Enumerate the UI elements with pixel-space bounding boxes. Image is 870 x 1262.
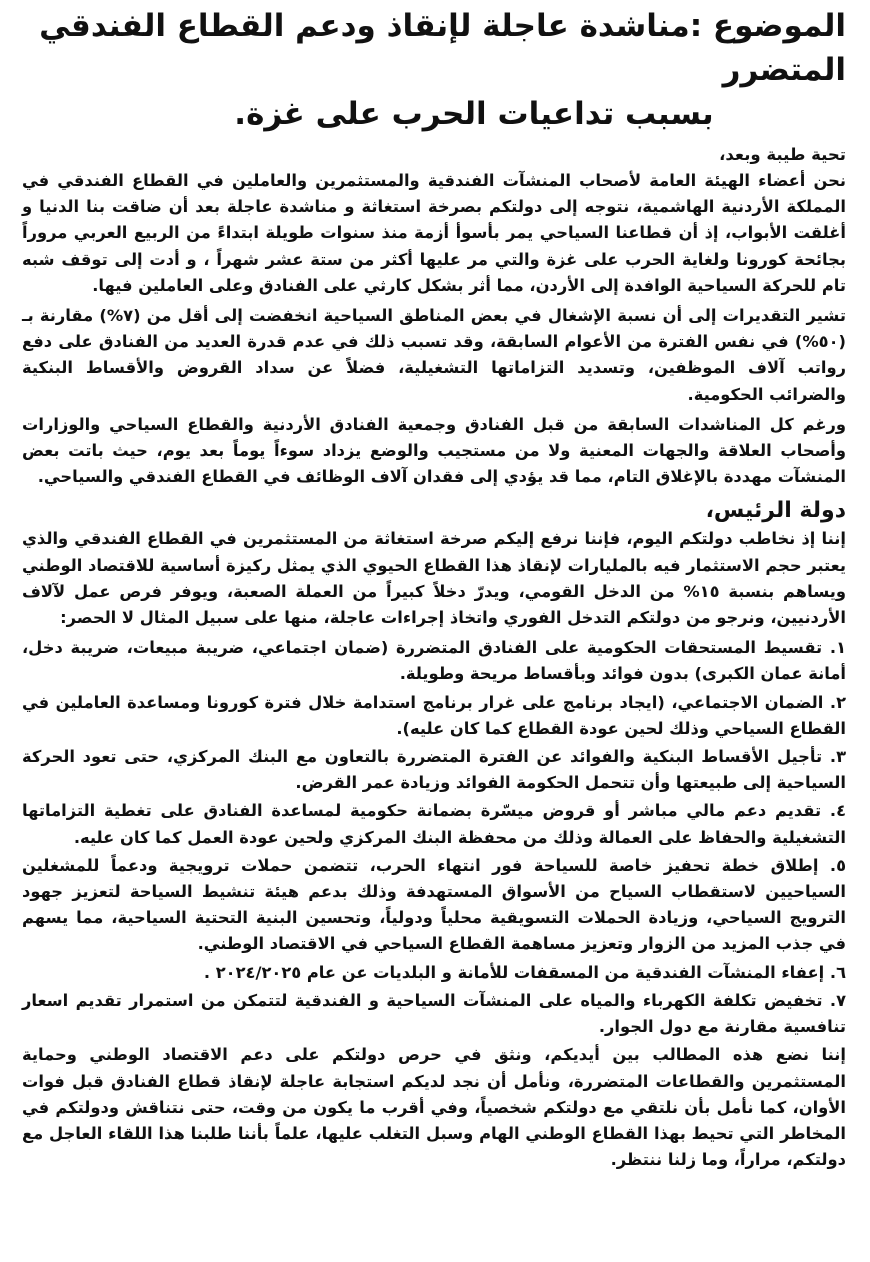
demand-item: ١. تقسيط المستحقات الحكومية على الفنادق المتضررة (ضمان اجتماعي، ضريبة مبيعات، ضريبة دخل، أمانة عمان الكبرى) بدون فوائد وبأقساط مريحة وطويلة. xyxy=(22,638,846,684)
demand-item: ٧. تخفيض تكلفة الكهرباء والمياه على المنشآت السياحية و الفندقية لتتمكن من استمرار تقديم اسعار تنافسية مقارنة مع دول الجوار. xyxy=(22,990,846,1037)
greeting: تحية طيبة وبعد، xyxy=(719,145,846,164)
demands-list xyxy=(22,635,846,1040)
demand-item: ٥. إطلاق خطة تحفيز خاصة للسياحة فور انتهاء الحرب، تتضمن حملات ترويجية ودعماً للمشغلين السياحيين لاستقطاب السياح من الأسواق المستهدفة وذلك بدعم هيئة تنشيط السياحة لتعزيز جهود الترويج السياحي، وزيادة الحملات التسويقية محلياً ودولياً، وتحسين البنية التحتية السياحية، مما يسهم في جذب المزيد من الزوار وتعزيز مساهمة القطاع السياحي في الاقتصاد الوطني. xyxy=(22,855,846,954)
closing-paragraph: إننا نضع هذه المطالب بين أيديكم، ونثق في حرص دولتكم على دعم الاقتصاد الوطني وحماية المستثمرين والقطاعات المتضررة، ونأمل أن نجد لديكم استجابة عاجلة لإنقاذ قطاع الفنادق قبل فوات الأوان، كما نأمل بأن نلتقي مع دولتكم شخصياً، وفي أقرب ما يكون من وقت، حتى نتناقش ودولتكم في المخاطر التي تحيط بهذا القطاع الوطني الهام وسبل التغلب عليها، علماً بأننا طلبنا هذا اللقاء العاجل مع دولتكم، مراراً، وما زلنا ننتظر. xyxy=(22,1045,846,1170)
title-line-2: بسبب تداعيات الحرب على غزة. xyxy=(234,96,714,132)
title-line-1: الموضوع :مناشدة عاجلة لإنقاذ ودعم القطاع الفندقي المتضرر xyxy=(39,8,846,88)
letter-title xyxy=(22,4,846,136)
demand-item: ٤. تقديم دعم مالي مباشر أو قروض ميسّرة بضمانة حكومية لمساعدة الفنادق على تغطية التزاماتها التشغيلية والحفاظ على العمالة وذلك من محفظة البنك المركزي ولحين عودة العمل كما كان عليه. xyxy=(22,801,846,847)
appeal-paragraph: إننا إذ نخاطب دولتكم اليوم، فإننا نرفع إليكم صرخة استغاثة من المستثمرين في القطاع الفندقي والذي يعتبر حجم الاستثمار فيه بالمليارات لإنقاذ هذا القطاع الحيوي الذي يمثل ركيزة أساسية للاقتصاد الوطني ويساهم بنسبة ١٥% من الدخل القومي، ويدرّ دخلاً كبيراً من العملة الصعبة، ويوفر فرص عمل لآلاف الأردنيين، ونرجو من دولتكم التدخل الفوري واتخاذ إجراءات عاجلة، منها على سبيل المثال لا الحصر: xyxy=(22,529,847,628)
appeals-paragraph: ورغم كل المناشدات السابقة من قبل الفنادق وجمعية الفنادق الأردنية والقطاع السياحي والوزارات وأصحاب العلاقة والجهات المعنية ولا من مستجيب والوضع يزداد سوءاً يوماً بعد يوم، حيث باتت بعض المنشآت مهددة بالإغلاق التام، مما قد يؤدي إلى فقدان آلاف الوظائف في القطاع الفندقي والسياحي. xyxy=(22,414,846,487)
demand-item: ٦. إعفاء المنشآت الفندقية من المسقفات للأمانة و البلديات عن عام ٢٠٢٤/٢٠٢٥ . xyxy=(203,962,846,982)
demand-item: ٢. الضمان الاجتماعي، (ايجاد برنامج على غرار برنامج استدامة خلال فترة كورونا ومساعدة العاملين في القطاع السياحي وذلك لحين عودة القطاع كما كان عليه). xyxy=(22,692,846,738)
demand-item: ٣. تأجيل الأقساط البنكية والفوائد عن الفترة المتضررة بالتعاون مع البنك المركزي، حتى تعود الحركة السياحية إلى طبيعتها وأن تتحمل الحكومة الفوائد وزيادة عمر القرض. xyxy=(22,747,846,793)
section-heading: دولة الرئيس، xyxy=(705,498,846,524)
occupancy-paragraph: تشير التقديرات إلى أن نسبة الإشغال في بعض المناطق السياحية انخفضت إلى أقل من (٧%) مقارنة بـ (٥٠%) في نفس الفترة من الأعوام السابقة، وقد تسبب ذلك في عدم قدرة العديد من الفنادق على دفع رواتب آلاف الموظفين، وتسديد التزاماتها التشغيلية، فضلاً عن سداد القروض والأقساط البنكية والضرائب الحكومية. xyxy=(22,306,846,404)
intro-paragraph: نحن أعضاء الهيئة العامة لأصحاب المنشآت الفندقية والمستثمرين والعاملين في القطاع الفندقي في المملكة الأردنية الهاشمية، نتوجه إلى دولتكم بصرخة استغاثة و مناشدة عاجلة بعد أن ضاقت بنا الدنيا و أغلقت الأبواب، إذ أن قطاعنا السياحي يمر بأسوأ أزمة منذ سنوات طويلة ابتداءً من الربيع العربي مروراً بجائحة كورونا ولغاية الحرب على غزة والتي مر عليها أكثر من ستة عشر شهراً ، و أدت إلى توقف شبه تام للحركة السياحية الوافدة إلى الأردن، مما أثر بشكل كارثي على الفنادق وعلى العاملين فيها. xyxy=(22,171,846,295)
